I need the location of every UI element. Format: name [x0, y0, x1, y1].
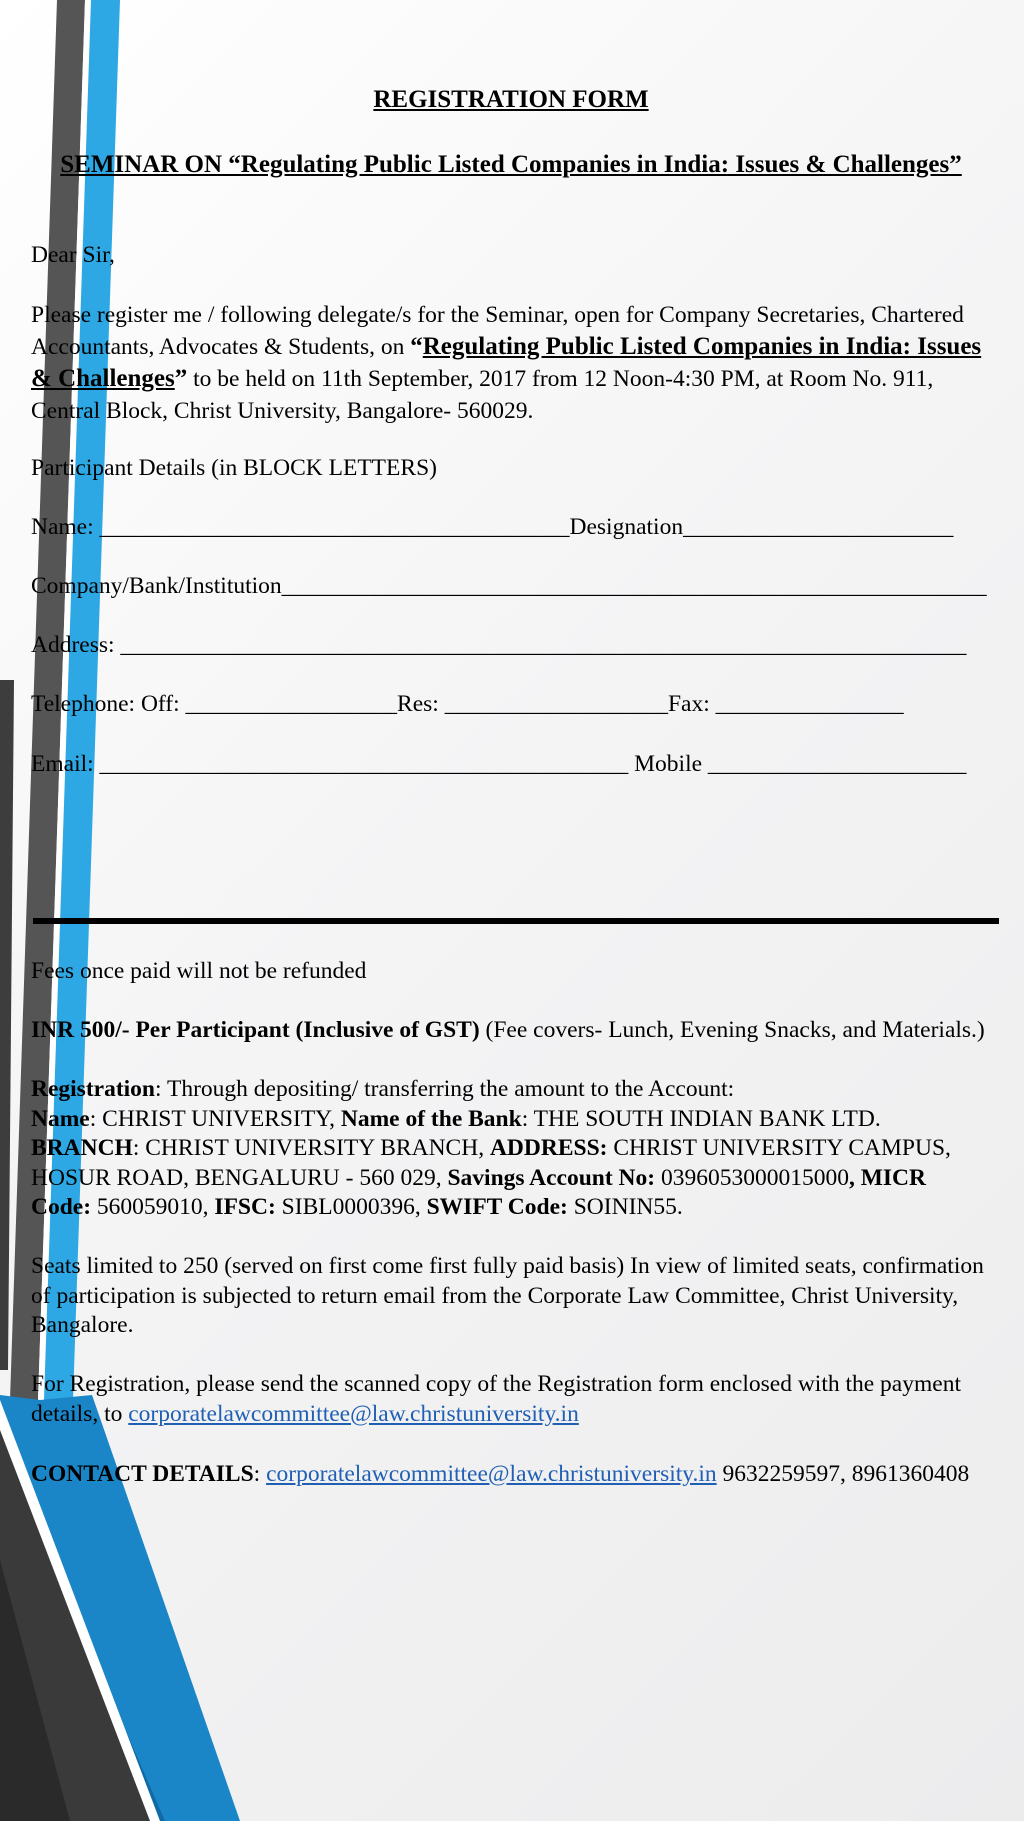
contact-email-link[interactable]: corporatelawcommittee@law.christuniversity.in — [266, 1461, 717, 1487]
no-refund-note: Fees once paid will not be refunded — [31, 958, 367, 984]
bank-address-value: CHRIST UNIVERSITY CAMPUS, HOSUR ROAD, BENGALURU - 560 029, — [31, 1135, 951, 1191]
bank-name-label: Name of the Bank — [340, 1105, 522, 1132]
registration-label: Registration — [31, 1076, 156, 1102]
contact-phones: 9632259597, 8961360408 — [716, 1461, 970, 1487]
bank-name-value: : THE SOUTH INDIAN BANK LTD. — [521, 1105, 881, 1132]
contact-sep: : — [253, 1461, 267, 1487]
company-field[interactable]: Company/Bank/Institution____________________________________________________________ — [31, 573, 987, 599]
intro-quote-open: “ — [410, 333, 423, 360]
micr-label: , MICR Code: — [31, 1164, 927, 1220]
intro-topic: Regulating Public Listed Companies in India: Issues & Challenges — [31, 333, 982, 392]
dark-stripe-outer — [0, 680, 14, 1370]
section-divider — [33, 918, 999, 924]
ifsc-label: IFSC: — [214, 1194, 276, 1220]
contact-details — [31, 1459, 969, 1489]
intro-details: to be held on 11th September, 2017 from 12 Noon-4:30 PM, at Room No. 911, Central Block, Christ University, Bangalore- 560029. — [31, 366, 934, 424]
participant-heading: Participant Details (in BLOCK LETTERS) — [31, 455, 437, 481]
send-text: For Registration, please send the scanned copy of the Registration form enclosed with the payment details, to — [31, 1371, 961, 1427]
fee-amount: INR 500/- Per Participant (Inclusive of GST) — [31, 1017, 480, 1043]
account-number-value: 0396053000015000 — [655, 1164, 849, 1191]
salutation: Dear Sir, — [31, 242, 115, 268]
address-field[interactable]: Address: ________________________________________________________________________ — [31, 632, 967, 658]
fee-covers: (Fee covers- Lunch, Evening Snacks, and Materials.) — [479, 1017, 985, 1043]
account-number-label: Savings Account No: — [447, 1164, 656, 1191]
form-title: REGISTRATION FORM — [373, 86, 649, 113]
account-name-label: Name — [31, 1105, 90, 1132]
seats-note: Seats limited to 250 (served on first come first fully paid basis) In view of limited seats, confirmation of participation is subjected to return email from the Corporate Law Committee, Christ University, Bangalore. — [31, 1253, 984, 1338]
branch-label: BRANCH — [31, 1135, 133, 1161]
bank-address-label: ADDRESS: — [489, 1135, 608, 1161]
contact-label: CONTACT DETAILS — [31, 1461, 254, 1487]
ifsc-value: SIBL0000396, — [275, 1194, 427, 1220]
registration-details — [31, 1075, 991, 1223]
fee-line — [31, 1015, 985, 1045]
name-designation-field[interactable]: Name: ________________________________________Designation_______________________ — [31, 514, 954, 540]
micr-value: 560059010, — [91, 1194, 215, 1220]
intro-text: Please register me / following delegate/s for the Seminar, open for Company Secretaries, Chartered Accountants, Advocates & Students, on — [31, 302, 964, 360]
email-mobile-field[interactable]: Email: _____________________________________________ Mobile ______________________ — [31, 751, 967, 777]
registration-email-link[interactable]: corporatelawcommittee@law.christuniversity.in — [128, 1400, 579, 1427]
account-name-value: : CHRIST UNIVERSITY, — [89, 1105, 341, 1132]
telephone-fields[interactable]: Telephone: Off: __________________Res: ___________________Fax: ________________ — [31, 691, 904, 717]
branch-value: : CHRIST UNIVERSITY BRANCH, — [132, 1135, 490, 1161]
registration-text: : Through depositing/ transferring the amount to the Account: — [155, 1076, 735, 1102]
send-instructions — [31, 1370, 991, 1429]
intro-paragraph — [31, 299, 991, 427]
seminar-title: SEMINAR ON “Regulating Public Listed Companies in India: Issues & Challenges” — [60, 151, 962, 178]
intro-quote-close: ” — [174, 365, 188, 392]
swift-value: SOININ55. — [567, 1194, 683, 1220]
swift-label: SWIFT Code: — [426, 1194, 568, 1220]
